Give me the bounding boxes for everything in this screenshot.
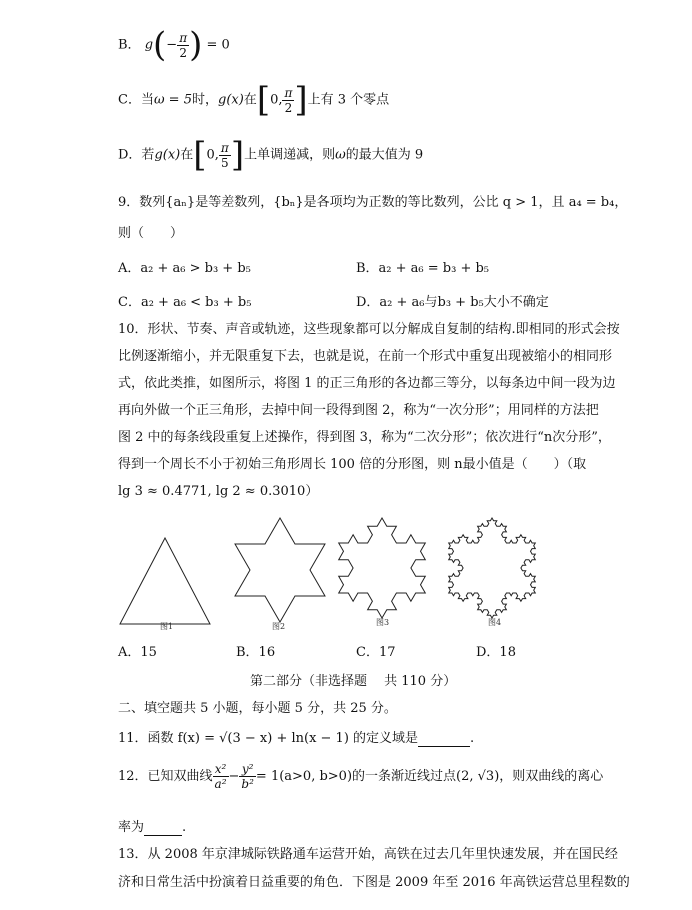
- text: 在: [180, 147, 194, 163]
- q8-option-c: C．当ω = 5时，g(x)在[0, $\frac{\pi}{2}$ ]上有 3 个零点: [118, 80, 390, 120]
- section-heading: 二、填空题共 5 小题，每小题 5 分，共 25 分。: [118, 701, 397, 716]
- q10-option-b: B．16: [236, 645, 276, 660]
- q10-line-3: 式，依此类推，如图所示，将图 1 的正三角形的各边都三等分，以每条边中间一段为边: [118, 376, 616, 391]
- q13-line-2: 济和日常生活中扮演着日益重要的角色．下图是 2009 年至 2016 年高铁运营总里程数的: [118, 875, 630, 890]
- q9-option-a: A．a₂ + a₆ > b₃ + b₅: [118, 261, 251, 276]
- q10-line-4: 再向外做一个正三角形，去掉中间一段得到图 2，称为“一次分形”；用同样的方法把: [118, 403, 599, 418]
- numerator: π: [284, 85, 293, 100]
- q11-text: 11．函数 f(x) = √(3 − x) + ln(x − 1) 的定义域是: [118, 731, 419, 746]
- fig4-label: 图4: [488, 618, 502, 627]
- option-label: C．当: [118, 92, 154, 108]
- paren: ): [189, 25, 203, 65]
- q12-text: 率为: [118, 820, 145, 835]
- q8-option-d: D．若g(x)在[0, $\frac{\pi}{5}$ ]上单调递减，则ω的最大值为 9: [118, 135, 424, 175]
- q10-line-6: 得到一个周长不小于初始三角形周长 100 倍的分形图，则 n最小值是（ ）（取: [118, 457, 587, 472]
- fraction-y: [239, 762, 256, 791]
- bracket: ]: [294, 80, 308, 120]
- q9-option-c: C．a₂ + a₆ < b₃ + b₅: [118, 295, 252, 310]
- text: 在: [243, 92, 257, 108]
- fig3-label: 图3: [376, 618, 390, 627]
- bracket: [: [256, 80, 271, 120]
- expr-rest: = 0: [206, 37, 230, 53]
- minus-sign: −: [166, 37, 178, 53]
- q10-line-5: 图 2 中的每条线段重复上述操作，得到图 3，称为“二次分形”；依次进行“n次分形”，: [118, 430, 611, 445]
- text: 的最大值为 9: [345, 147, 424, 163]
- fraction: [219, 141, 231, 170]
- q12: 12．已知双曲线 $\frac{\text{x²}}{\text{a²}}$ − $\frac{\text{y²}}{\text{b²}}$ = 1(a>0, b>0)的一条渐近线过点(2, √3)，则双曲线的离心: [118, 762, 604, 791]
- denominator: a²: [214, 777, 227, 791]
- q10-option-d: D．18: [476, 645, 516, 660]
- fig3-koch: [339, 518, 426, 618]
- fig2-label: 图2: [272, 622, 286, 631]
- q10-line-1: 10．形状、节奏、声音或轨迹，这些现象都可以分解成自复制的结构.即相同的形式会按: [118, 322, 620, 337]
- q9-option-d: D．a₂ + a₆与b₃ + b₅大小不确定: [356, 295, 549, 310]
- q12-text: = 1(a>0, b>0)的一条渐近线过点: [255, 769, 457, 784]
- part2-title: 第二部分（非选择题 共 110 分）: [250, 674, 457, 689]
- denominator: 2: [179, 45, 187, 60]
- function-name: g(x): [218, 92, 244, 108]
- text: 上单调递减，则: [244, 147, 336, 163]
- q9-option-b: B．a₂ + a₆ = b₃ + b₅: [356, 261, 490, 276]
- numerator: x²: [213, 762, 229, 777]
- q9-stem-continued: 则（ ）: [118, 226, 184, 241]
- numerator: π: [179, 30, 188, 45]
- numerator: π: [220, 140, 229, 155]
- option-label: B．: [118, 37, 141, 53]
- fig2-star: [235, 518, 325, 622]
- bracket: [: [193, 135, 207, 175]
- denominator: 2: [284, 100, 293, 115]
- fig1-label: 图1: [160, 622, 174, 631]
- q11: [118, 727, 474, 747]
- q10-line-7: lg 3 ≈ 0.4771, lg 2 ≈ 0.3010）: [118, 484, 319, 499]
- q8-option-b: [118, 25, 230, 65]
- q13-line-1: 13．从 2008 年京津城际铁路通车运营开始，高铁在过去几年里快速发展，并在国民经: [118, 847, 618, 862]
- denominator: 5: [221, 155, 229, 170]
- denominator: b²: [241, 777, 254, 791]
- period: .: [470, 731, 475, 746]
- period: .: [182, 820, 187, 835]
- point: (2, √3): [456, 769, 500, 784]
- fractal-figures: [110, 510, 550, 635]
- answer-blank[interactable]: [418, 731, 470, 747]
- option-label: D．若: [118, 147, 155, 163]
- function-name: g(x): [154, 147, 181, 163]
- function-name: g: [144, 37, 154, 53]
- omega: ω: [335, 147, 346, 163]
- q10-option-a: A．15: [118, 645, 157, 660]
- q10-option-c: C．17: [356, 645, 396, 660]
- numerator: y²: [239, 762, 256, 777]
- answer-blank[interactable]: [144, 820, 182, 836]
- fig1-triangle: [120, 538, 210, 624]
- fraction: [177, 31, 189, 60]
- paren: (: [153, 25, 167, 65]
- omega-value: ω = 5: [153, 92, 192, 108]
- q12-line2: [118, 816, 186, 836]
- q9-stem: 9．数列{aₙ}是等差数列，{bₙ}是各项均为正数的等比数列，公比 q > 1，且 a₄ = b₄，: [118, 195, 628, 210]
- q12-text: ，则双曲线的离心: [499, 769, 604, 784]
- bracket: ]: [230, 135, 245, 175]
- text: 上有 3 个零点: [307, 92, 390, 108]
- fig4-koch: [449, 518, 536, 618]
- q12-text: 12．已知双曲线: [118, 769, 213, 784]
- fraction: [282, 86, 294, 115]
- q10-line-2: 比例逐渐缩小，并无限重复下去，也就是说，在前一个形式中重复出现被缩小的相同形: [118, 349, 613, 364]
- text: 时，: [191, 92, 218, 108]
- fraction-x: [213, 762, 229, 791]
